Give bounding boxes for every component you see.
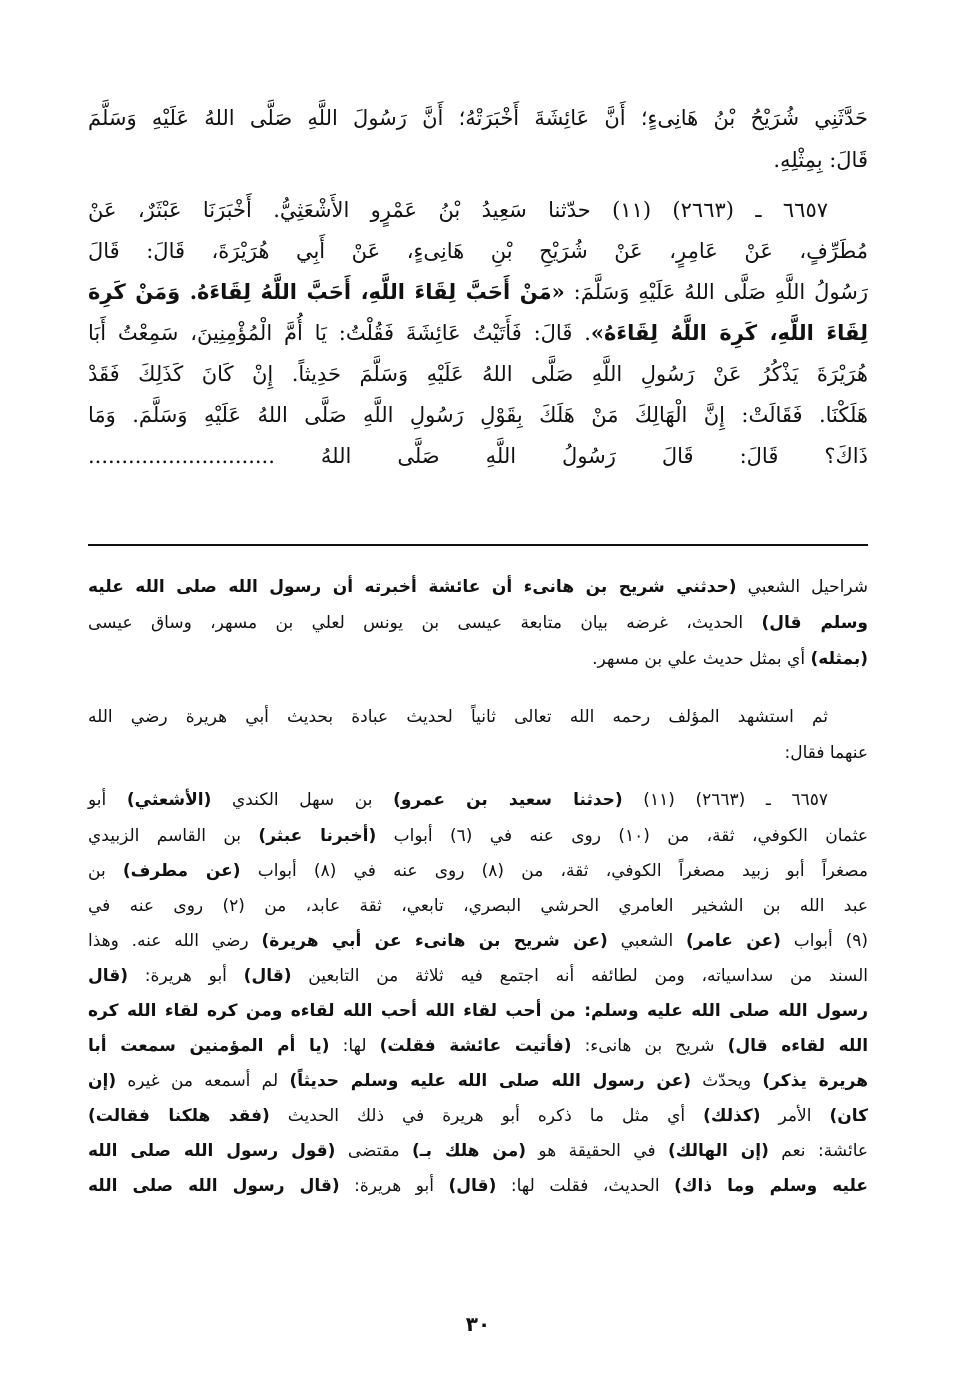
commentary-line [88, 1099, 868, 1133]
text-segment: ذَاكَ؟ قَالَ: قَالَ رَسُولُ اللَّهِ صَلَّى اللهُ ............................ [88, 444, 868, 468]
text-segment: . قَالَ: فَأَتَيْتُ عَائِشَةَ فَقُلْتُ: يَا أُمَّ الْمُؤْمِنِينَ، سَمِعْتُ أَبَا [88, 321, 591, 345]
text-segment: شريح بن هانىء: [571, 1036, 728, 1056]
commentary-line [88, 1029, 868, 1063]
bold-text-segment: عليه وسلم وما ذاك) [674, 1176, 869, 1196]
text-segment: مقتضى [335, 1141, 413, 1161]
footnote-divider [88, 544, 868, 546]
text-segment: حَدَّثَنِي شُرَيْحُ بْنُ هَانِىءٍ؛ أَنَّ عَائِشَةَ أَخْبَرَتْهُ؛ أَنَّ رَسُولَ اللَّهِ صَلَّى اللهُ عَلَيْهِ وَسَلَّمَ [88, 106, 868, 130]
bold-text-segment: (حدثنا سعيد بن عمرو) [393, 790, 623, 810]
bold-text-segment: (قال) [448, 1176, 497, 1196]
hadith-line [88, 313, 868, 353]
commentary-line [88, 1064, 868, 1098]
commentary-line [88, 819, 868, 853]
text-segment: أي بمثل حديث علي بن مسهر. [592, 649, 811, 669]
commentary-line [88, 959, 868, 993]
text-segment: ثم استشهد المؤلف رحمه الله تعالى ثانياً لحديث عبادة بحديث أبي هريرة رضي الله [88, 707, 828, 727]
text-segment: ويحدّث [691, 1071, 763, 1091]
text-segment: قَالَ: بِمِثْلِهِ. [773, 148, 868, 172]
text-segment: بن [88, 861, 123, 881]
commentary-line [88, 924, 868, 958]
text-segment: (٩) أبواب [780, 931, 868, 951]
bold-text-segment: هريرة يذكر) [762, 1071, 868, 1091]
commentary-line [88, 606, 868, 640]
text-segment: الحديث، فقلت لها: [496, 1176, 675, 1196]
bold-text-segment: (أخبرنا عبثر) [258, 826, 377, 846]
text-segment: أبو هريرة: [128, 966, 244, 986]
bold-text-segment: رسول الله صلى الله عليه وسلم: من أحب لقاء الله أحب الله لقاءه ومن كره لقاء الله كره [88, 1001, 868, 1021]
text-segment: السند من سداسياته، ومن لطائفه أنه اجتمع فيه ثلاثة من التابعين [291, 966, 868, 986]
text-segment: مصغراً أبو زبيد مصغراً الكوفي، ثقة، من (٨) روى عنه في (٨) أبواب [240, 861, 868, 881]
commentary-line [88, 889, 868, 923]
text-segment: الشعبي [607, 931, 687, 951]
text-segment: الحديث، غرضه بيان متابعة عيسى بن يونس لعلي بن مسهر، وساق عيسى [88, 613, 762, 633]
bold-text-segment: (بمثله) [810, 649, 868, 669]
text-segment: عثمان الكوفي، ثقة، من (١٠) روى عنه في (٦) أبواب [376, 826, 868, 846]
bold-text-segment: (عن عامر) [686, 931, 781, 951]
text-segment: في الحقيقة هو [526, 1141, 669, 1161]
commentary-line [88, 642, 868, 676]
text-segment: عائشة: نعم [768, 1141, 869, 1161]
text-segment: لها: [329, 1036, 380, 1056]
text-segment: رضي الله عنه. وهذا [88, 931, 262, 951]
bold-text-segment: كان) [829, 1106, 868, 1126]
text-segment: أي مثل ما ذكره أبو هريرة في ذلك الحديث [269, 1106, 704, 1126]
bold-text-segment: (إن الهالك) [668, 1141, 769, 1161]
text-segment: لم أسمعه من غيره [116, 1071, 290, 1091]
hadith-line [88, 395, 868, 435]
text-segment: ٦٦٥٧ ـ (٢٦٦٣) (١١) [622, 790, 828, 810]
bold-text-segment: (قال) [243, 966, 292, 986]
hadith-line [88, 354, 868, 394]
hadith-line [88, 231, 868, 271]
bold-text-segment: (يا أم المؤمنين سمعت أبا [88, 1036, 330, 1056]
text-segment: عنهما فقال: [784, 743, 868, 763]
bold-text-segment: (الأشعثي) [126, 790, 212, 810]
bold-text-segment: لِقَاءَ اللَّهِ، كَرِهَ اللَّهُ لِقَاءَهُ» [590, 320, 868, 345]
text-segment: أبو هريرة: [339, 1176, 449, 1196]
text-segment: رَسُولُ اللَّهِ صَلَّى اللهُ عَلَيْهِ وَسَلَّمَ: [564, 280, 868, 304]
text-segment: ٦٦٥٧ ـ (٢٦٦٣) (١١) حدّثنا سَعِيدُ بْنُ عَمْرٍو الأَشْعَثِيُّ. أَخْبَرَنَا عَبْثَرٌ، عَنْ [88, 198, 829, 222]
text-segment: هَلَكْنَا. فَقَالَتْ: إِنَّ الْهَالِكَ مَنْ هَلَكَ بِقَوْلِ رَسُولِ اللَّهِ صَلَّى اللهُ عَلَيْهِ وَسَلَّمَ. وَمَا [88, 403, 868, 427]
bold-text-segment: (حدثني شريح بن هانىء أن عائشة أخبرته أن رسول الله صلى الله عليه [88, 577, 737, 597]
hadith-line [88, 140, 868, 180]
hadith-line [88, 436, 868, 476]
commentary-line [88, 783, 868, 817]
bold-text-segment: (عن رسول الله صلى الله عليه وسلم حديثاً) [289, 1071, 691, 1091]
commentary-line [88, 736, 868, 770]
hadith-line [88, 190, 868, 230]
text-segment: الأمر [760, 1106, 830, 1126]
bold-text-segment: (فأتيت عائشة فقلت) [379, 1036, 572, 1056]
page-number: ٣٠ [465, 1312, 491, 1336]
bold-text-segment: (قال [88, 966, 129, 986]
text-segment: بن القاسم الزبيدي [88, 826, 259, 846]
commentary-line [88, 570, 868, 604]
bold-text-segment: «مَنْ أَحَبَّ لِقَاءَ اللَّهِ، أَحَبَّ اللَّهُ لِقَاءَهُ. وَمَنْ كَرِهَ [88, 279, 565, 304]
text-segment: عبد الله بن الشخير العامري الحرشي البصري، تابعي، ثقة عابد، من (٢) روى عنه في [88, 896, 868, 916]
text-segment: بن سهل الكندي [211, 790, 394, 810]
commentary-line [88, 1169, 868, 1203]
hadith-line [88, 98, 868, 138]
bold-text-segment: (من هلك بـ) [412, 1141, 526, 1161]
commentary-line [88, 994, 868, 1028]
text-segment: هُرَيْرَةَ يَذْكُرُ عَنْ رَسُولِ اللَّهِ صَلَّى اللهُ عَلَيْهِ وَسَلَّمَ حَدِيثاً. إِنْ كَانَ كَذَلِكَ فَقَدْ [88, 362, 868, 386]
bold-text-segment: (عن شريح بن هانىء عن أبي هريرة) [261, 931, 608, 951]
bold-text-segment: الله لقاءه قال) [727, 1036, 869, 1056]
bold-text-segment: (قول رسول الله صلى الله [88, 1141, 336, 1161]
bold-text-segment: (قال رسول الله صلى الله [88, 1176, 340, 1196]
hadith-line [88, 272, 868, 312]
commentary-line [88, 1134, 868, 1168]
bold-text-segment: (عن مطرف) [122, 861, 241, 881]
text-segment: شراحيل الشعبي [736, 577, 868, 597]
text-segment: أبو [88, 790, 127, 810]
bold-text-segment: (كذلك) [703, 1106, 761, 1126]
bold-text-segment: وسلم قال) [761, 613, 868, 633]
commentary-line [88, 700, 868, 734]
text-segment: مُطَرِّفٍ، عَنْ عَامِرٍ، عَنْ شُرَيْحِ بْنِ هَانِىءٍ، عَنْ أَبِي هُرَيْرَةَ، قَالَ: قَالَ [88, 239, 868, 263]
commentary-line [88, 854, 868, 888]
bold-text-segment: (إن [88, 1071, 117, 1091]
bold-text-segment: (فقد هلكنا فقالت) [88, 1106, 270, 1126]
